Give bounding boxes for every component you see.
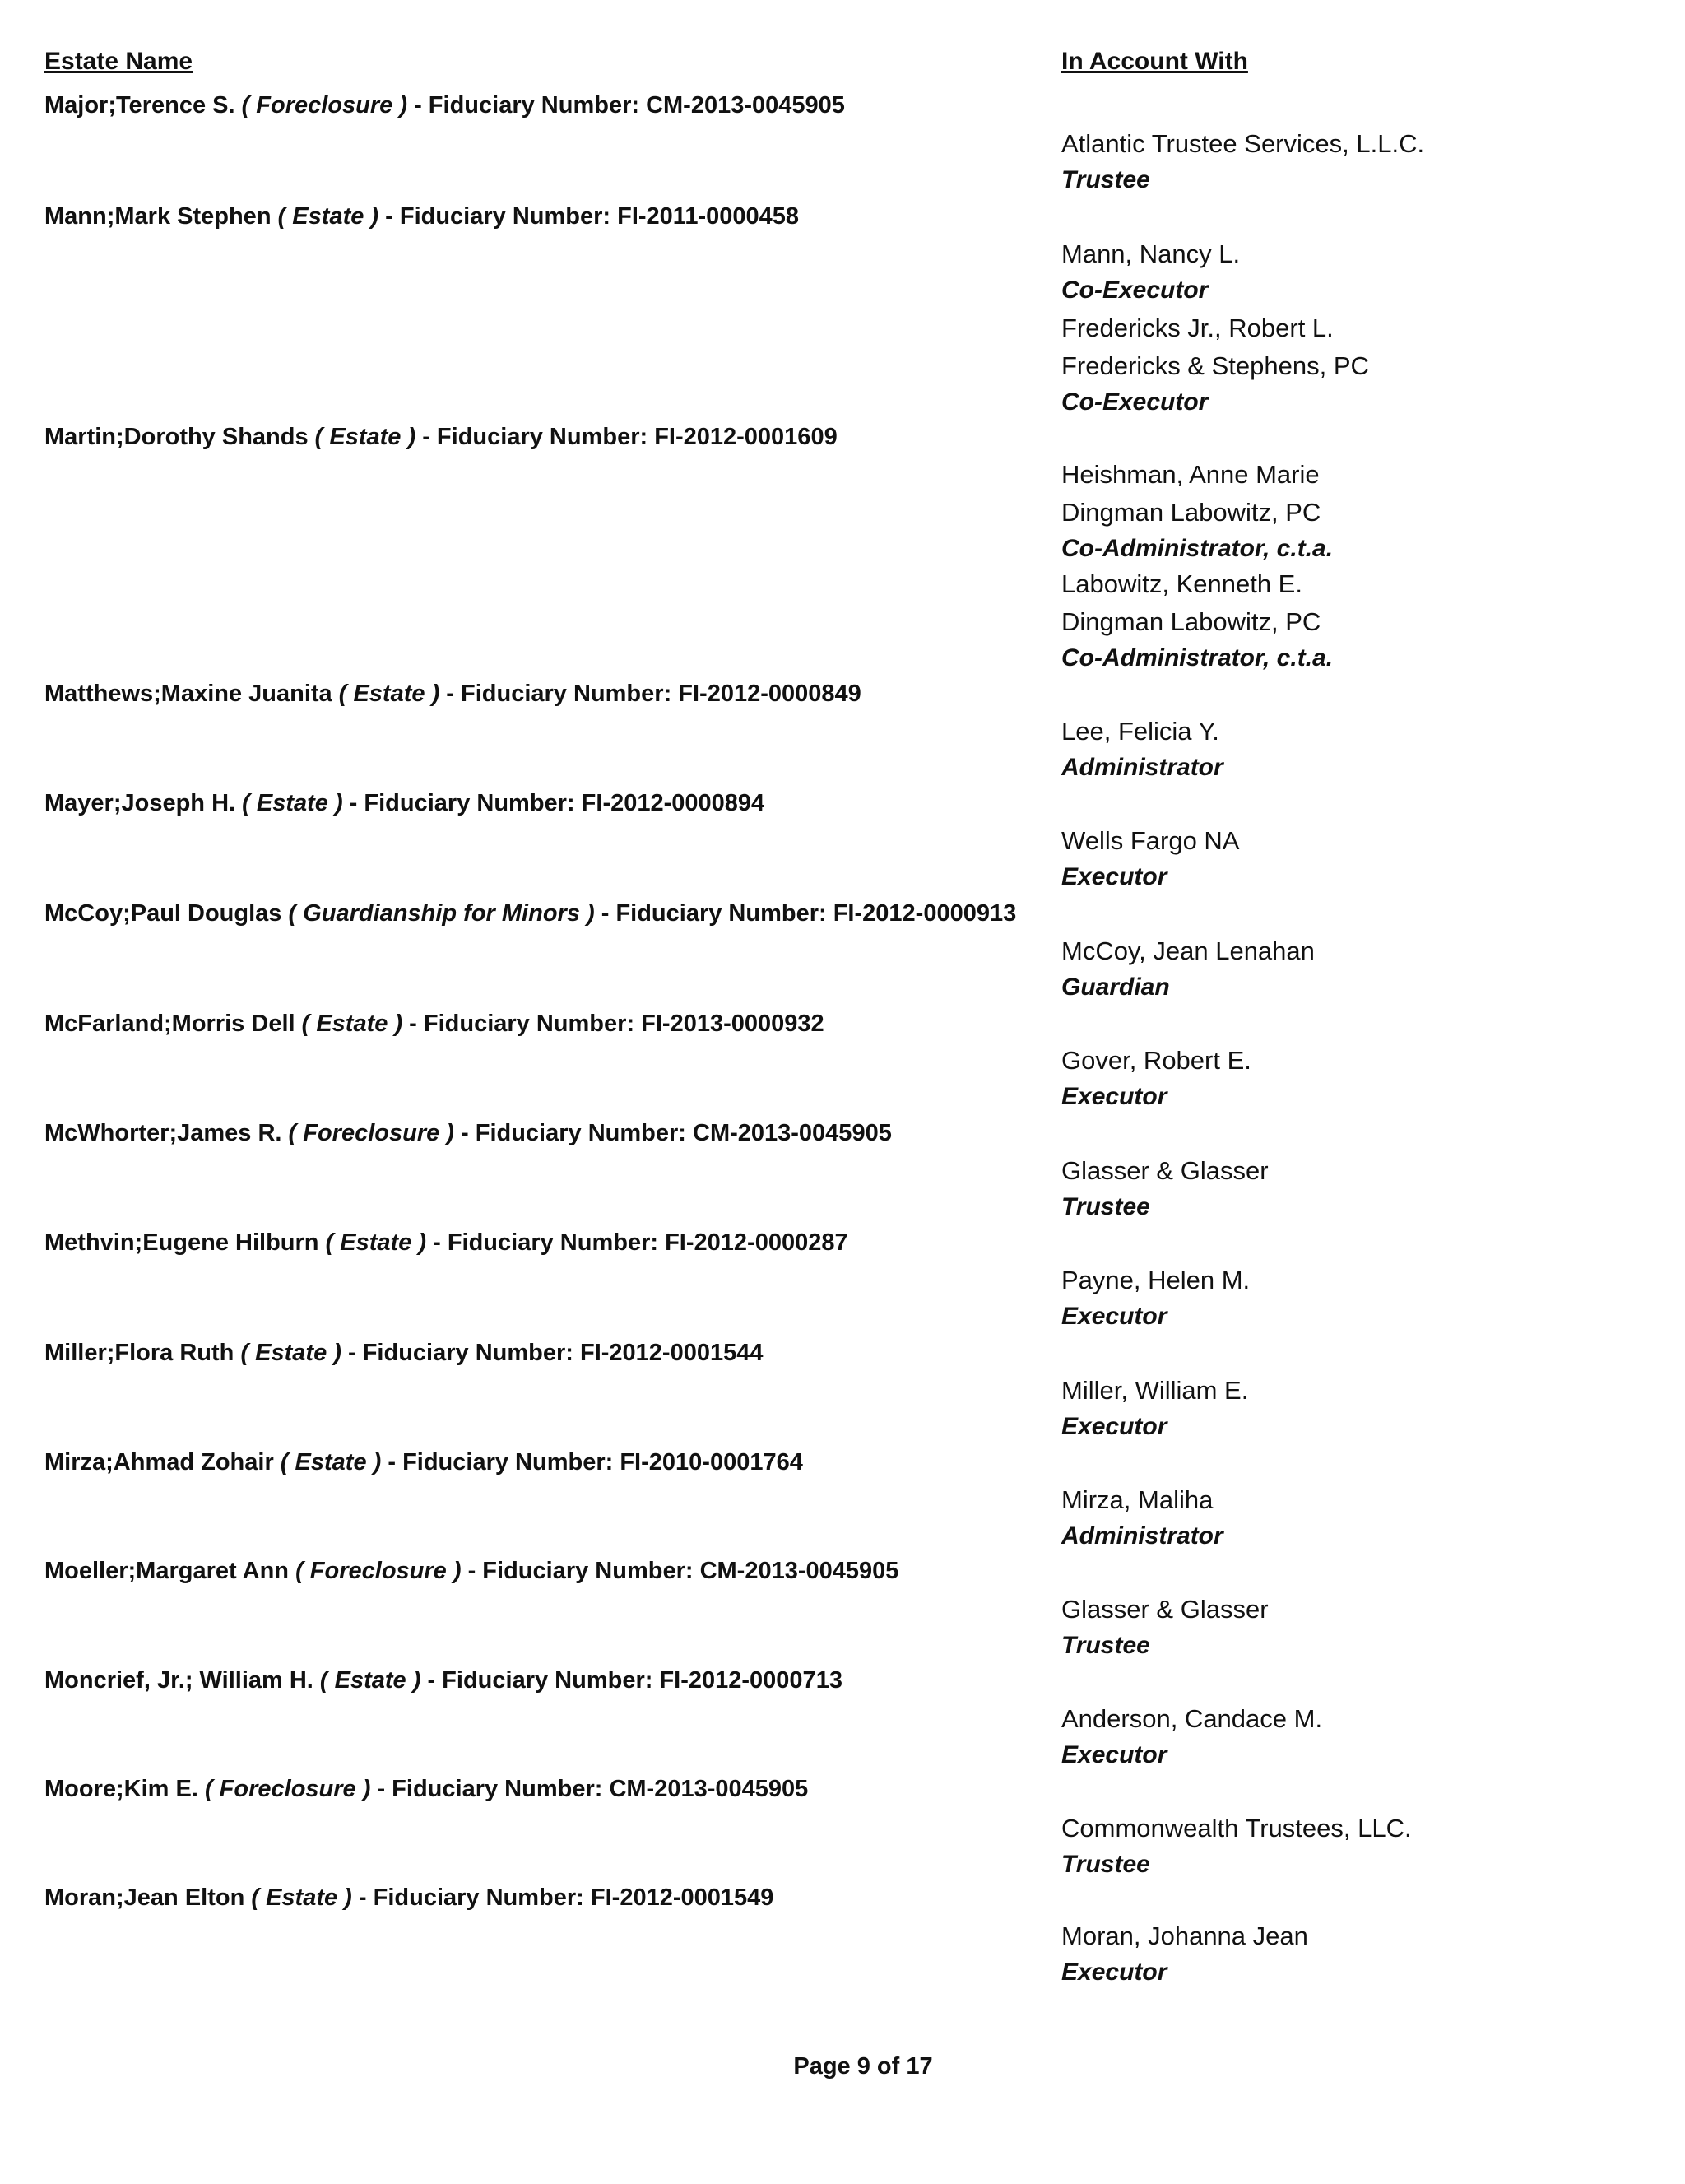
fiduciary-role: Co-Administrator, c.t.a. <box>1061 535 1334 562</box>
fiduciary-number: - Fiduciary Number: FI-2013-0000932 <box>402 1011 824 1037</box>
fiduciary-block <box>1061 1042 1637 1114</box>
estate-entry <box>44 681 861 708</box>
fiduciary-block <box>1061 822 1637 895</box>
fiduciary-number: - Fiduciary Number: FI-2012-0000894 <box>342 790 765 816</box>
fiduciary-role: Trustee <box>1061 166 1150 193</box>
estate-type: ( Foreclosure ) <box>241 92 408 118</box>
estate-name: Methvin;Eugene Hilburn <box>44 1229 326 1256</box>
estate-type: ( Foreclosure ) <box>288 1120 454 1146</box>
estate-type: ( Foreclosure ) <box>295 1558 462 1584</box>
estate-name: McCoy;Paul Douglas <box>44 900 289 927</box>
fiduciary-block <box>1061 1262 1637 1334</box>
fiduciary-name: Dingman Labowitz, PC <box>1061 498 1321 527</box>
fiduciary-block <box>1061 565 1637 676</box>
in-account-with-header: In Account With <box>1061 48 1248 75</box>
fiduciary-block <box>1061 1481 1637 1554</box>
fiduciary-role: Guardian <box>1061 974 1170 1001</box>
fiduciary-block <box>1061 1810 1637 1882</box>
estate-type: ( Guardianship for Minors ) <box>288 900 595 927</box>
fiduciary-name: Atlantic Trustee Services, L.L.C. <box>1061 129 1425 158</box>
estate-name: Matthews;Maxine Juanita <box>44 681 339 707</box>
fiduciary-name: Heishman, Anne Marie <box>1061 460 1320 489</box>
fiduciary-number: - Fiduciary Number: FI-2010-0001764 <box>381 1449 803 1475</box>
fiduciary-number: - Fiduciary Number: FI-2012-0001609 <box>415 424 838 450</box>
estate-name: Mann;Mark Stephen <box>44 203 278 230</box>
fiduciary-name: Moran, Johanna Jean <box>1061 1921 1308 1950</box>
fiduciary-number: - Fiduciary Number: CM-2013-0045905 <box>407 92 845 118</box>
page-number: Page 9 of 17 <box>793 2053 933 2079</box>
fiduciary-block <box>1061 1372 1637 1444</box>
estate-entry <box>44 790 764 817</box>
estate-type: ( Estate ) <box>338 681 440 707</box>
estate-name: Major;Terence S. <box>44 92 242 118</box>
estate-type: ( Estate ) <box>314 424 416 450</box>
estate-type: ( Foreclosure ) <box>204 1776 371 1802</box>
fiduciary-block <box>1061 456 1637 566</box>
fiduciary-role: Executor <box>1061 1741 1167 1768</box>
fiduciary-number: - Fiduciary Number: FI-2012-0001549 <box>351 1884 774 1911</box>
fiduciary-role: Executor <box>1061 1303 1167 1330</box>
estate-name: Moeller;Margaret Ann <box>44 1558 296 1584</box>
estate-entry <box>44 92 845 119</box>
fiduciary-name: Anderson, Candace M. <box>1061 1704 1323 1733</box>
estate-name: Mayer;Joseph H. <box>44 790 243 816</box>
fiduciary-number: - Fiduciary Number: FI-2012-0000713 <box>420 1667 842 1694</box>
fiduciary-block <box>1061 1152 1637 1224</box>
fiduciary-block <box>1061 713 1637 785</box>
estate-type: ( Estate ) <box>301 1011 403 1037</box>
fiduciary-number: - Fiduciary Number: FI-2012-0000287 <box>426 1229 848 1256</box>
fiduciary-name: Fredericks Jr., Robert L. <box>1061 314 1334 342</box>
fiduciary-name: Gover, Robert E. <box>1061 1046 1251 1075</box>
estate-name: McWhorter;James R. <box>44 1120 289 1146</box>
fiduciary-name: Glasser & Glasser <box>1061 1595 1269 1624</box>
fiduciary-number: - Fiduciary Number: CM-2013-0045905 <box>453 1120 892 1146</box>
fiduciary-role: Executor <box>1061 1959 1167 1986</box>
fiduciary-number: - Fiduciary Number: CM-2013-0045905 <box>461 1558 899 1584</box>
estate-entry <box>44 1884 773 1912</box>
fiduciary-name: Dingman Labowitz, PC <box>1061 607 1321 636</box>
fiduciary-role: Executor <box>1061 1083 1167 1110</box>
fiduciary-role: Co-Executor <box>1061 276 1209 304</box>
fiduciary-block <box>1061 125 1637 197</box>
estate-entry <box>44 1776 808 1803</box>
fiduciary-name: Payne, Helen M. <box>1061 1266 1251 1294</box>
fiduciary-number: - Fiduciary Number: CM-2013-0045905 <box>370 1776 809 1802</box>
estate-name: Moncrief, Jr.; William H. <box>44 1667 320 1694</box>
fiduciary-role: Administrator <box>1061 754 1223 781</box>
estate-name: Mirza;Ahmad Zohair <box>44 1449 281 1475</box>
fiduciary-name: Fredericks & Stephens, PC <box>1061 351 1369 380</box>
fiduciary-role: Executor <box>1061 1413 1167 1440</box>
fiduciary-block <box>1061 932 1637 1005</box>
fiduciary-name: McCoy, Jean Lenahan <box>1061 936 1315 965</box>
estate-entry <box>44 1340 763 1367</box>
estate-type: ( Estate ) <box>240 1340 341 1366</box>
fiduciary-name: Wells Fargo NA <box>1061 826 1240 855</box>
fiduciary-role: Trustee <box>1061 1632 1150 1659</box>
estate-type: ( Estate ) <box>277 203 379 230</box>
fiduciary-name: Commonwealth Trustees, LLC. <box>1061 1814 1412 1842</box>
estate-name: Martin;Dorothy Shands <box>44 424 315 450</box>
estate-type: ( Estate ) <box>280 1449 382 1475</box>
fiduciary-number: - Fiduciary Number: FI-2012-0000913 <box>594 900 1017 927</box>
estate-entry <box>44 1449 803 1476</box>
estate-entry <box>44 1120 892 1147</box>
estate-type: ( Estate ) <box>251 1884 352 1911</box>
estate-name-header: Estate Name <box>44 48 193 75</box>
fiduciary-number: - Fiduciary Number: FI-2012-0000849 <box>439 681 861 707</box>
fiduciary-role: Executor <box>1061 863 1167 890</box>
fiduciary-name: Mirza, Maliha <box>1061 1485 1214 1514</box>
estate-entry <box>44 1558 898 1585</box>
fiduciary-name: Labowitz, Kenneth E. <box>1061 569 1302 598</box>
fiduciary-block <box>1061 309 1637 420</box>
fiduciary-block <box>1061 1591 1637 1663</box>
fiduciary-block <box>1061 1700 1637 1773</box>
fiduciary-block <box>1061 235 1637 308</box>
fiduciary-role: Co-Executor <box>1061 388 1209 416</box>
estate-type: ( Estate ) <box>319 1667 421 1694</box>
estate-entry <box>44 900 1016 927</box>
estate-entry <box>44 1229 848 1257</box>
fiduciary-name: Lee, Felicia Y. <box>1061 717 1219 746</box>
fiduciary-name: Mann, Nancy L. <box>1061 239 1241 268</box>
estate-entry <box>44 203 799 230</box>
fiduciary-role: Trustee <box>1061 1193 1150 1220</box>
estate-name: Miller;Flora Ruth <box>44 1340 241 1366</box>
page-footer <box>0 2053 1685 2080</box>
fiduciary-number: - Fiduciary Number: FI-2012-0001544 <box>341 1340 764 1366</box>
estate-type: ( Estate ) <box>325 1229 427 1256</box>
estate-entry <box>44 1667 842 1694</box>
fiduciary-name: Miller, William E. <box>1061 1376 1249 1405</box>
estate-type: ( Estate ) <box>242 790 343 816</box>
fiduciary-name: Glasser & Glasser <box>1061 1156 1269 1185</box>
fiduciary-role: Trustee <box>1061 1851 1150 1878</box>
estate-name: Moore;Kim E. <box>44 1776 205 1802</box>
fiduciary-role: Administrator <box>1061 1522 1223 1550</box>
fiduciary-block <box>1061 1917 1637 1990</box>
estate-name: McFarland;Morris Dell <box>44 1011 302 1037</box>
estate-name: Moran;Jean Elton <box>44 1884 252 1911</box>
estate-entry <box>44 1011 824 1038</box>
fiduciary-number: - Fiduciary Number: FI-2011-0000458 <box>378 203 800 230</box>
estate-entry <box>44 424 838 451</box>
fiduciary-role: Co-Administrator, c.t.a. <box>1061 644 1334 671</box>
